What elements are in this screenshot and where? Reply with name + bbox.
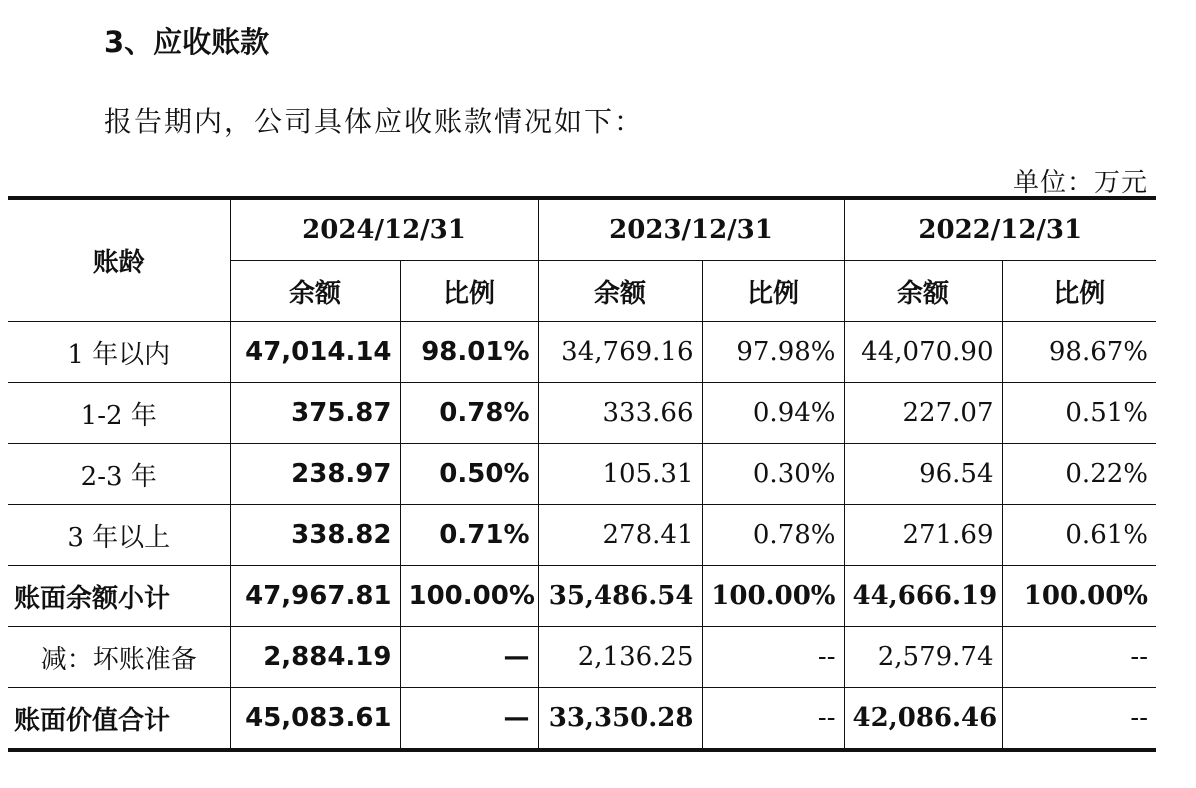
- cell-2022-balance: 96.54: [844, 444, 1002, 505]
- cell-2023-balance: 333.66: [538, 383, 702, 444]
- row-label: 3 年以上: [8, 505, 230, 566]
- year-header-2024: 2024/12/31: [230, 198, 538, 261]
- cell-2022-ratio: 0.22%: [1002, 444, 1156, 505]
- cell-2024-ratio: 98.01%: [400, 322, 538, 383]
- cell-2024-balance: 47,014.14: [230, 322, 400, 383]
- header-row-years: [8, 198, 1156, 261]
- cell-2022-ratio: 100.00%: [1002, 566, 1156, 627]
- row-label: 1 年以内: [8, 322, 230, 383]
- cell-2023-balance: 34,769.16: [538, 322, 702, 383]
- cell-2024-balance: 375.87: [230, 383, 400, 444]
- cell-2023-balance: 2,136.25: [538, 627, 702, 688]
- cell-2023-ratio: 0.78%: [702, 505, 844, 566]
- cell-2023-balance: 105.31: [538, 444, 702, 505]
- cell-2024-balance: 338.82: [230, 505, 400, 566]
- intro-text: 报告期内，公司具体应收账款情况如下：: [104, 105, 645, 138]
- sub-header-ratio: 比例: [702, 261, 844, 322]
- receivables-table: [8, 196, 1156, 752]
- subtotal-row: [8, 566, 1156, 627]
- total-row: [8, 688, 1156, 751]
- cell-2023-ratio: --: [702, 627, 844, 688]
- sub-header-balance: 余额: [538, 261, 702, 322]
- cell-2023-ratio: 0.30%: [702, 444, 844, 505]
- cell-2022-ratio: 98.67%: [1002, 322, 1156, 383]
- sub-header-balance: 余额: [844, 261, 1002, 322]
- cell-2024-balance: 238.97: [230, 444, 400, 505]
- row-label: 减：坏账准备: [8, 627, 230, 688]
- cell-2023-balance: 35,486.54: [538, 566, 702, 627]
- table-row: [8, 322, 1156, 383]
- cell-2024-ratio: 0.78%: [400, 383, 538, 444]
- cell-2024-balance: 45,083.61: [230, 688, 400, 751]
- table-row: [8, 383, 1156, 444]
- row-label: 1-2 年: [8, 383, 230, 444]
- year-header-2022: 2022/12/31: [844, 198, 1156, 261]
- cell-2022-balance: 227.07: [844, 383, 1002, 444]
- section-heading: 3、应收账款: [104, 25, 270, 59]
- cell-2024-ratio: —: [400, 688, 538, 751]
- cell-2024-ratio: —: [400, 627, 538, 688]
- cell-2022-ratio: --: [1002, 627, 1156, 688]
- cell-2023-ratio: 0.94%: [702, 383, 844, 444]
- cell-2024-balance: 47,967.81: [230, 566, 400, 627]
- cell-2023-ratio: 100.00%: [702, 566, 844, 627]
- cell-2024-ratio: 100.00%: [400, 566, 538, 627]
- cell-2022-balance: 42,086.46: [844, 688, 1002, 751]
- cell-2023-ratio: --: [702, 688, 844, 751]
- cell-2022-balance: 271.69: [844, 505, 1002, 566]
- cell-2022-ratio: 0.51%: [1002, 383, 1156, 444]
- row-label: 账面余额小计: [8, 566, 230, 627]
- row-label: 2-3 年: [8, 444, 230, 505]
- cell-2022-ratio: 0.61%: [1002, 505, 1156, 566]
- sub-header-balance: 余额: [230, 261, 400, 322]
- cell-2024-ratio: 0.71%: [400, 505, 538, 566]
- table-row: [8, 444, 1156, 505]
- row-label: 账面价值合计: [8, 688, 230, 751]
- cell-2023-ratio: 97.98%: [702, 322, 844, 383]
- cell-2022-balance: 44,070.90: [844, 322, 1002, 383]
- cell-2024-balance: 2,884.19: [230, 627, 400, 688]
- sub-header-ratio: 比例: [400, 261, 538, 322]
- cell-2022-balance: 44,666.19: [844, 566, 1002, 627]
- table-row: [8, 627, 1156, 688]
- cell-2024-ratio: 0.50%: [400, 444, 538, 505]
- unit-label: 单位：万元: [1012, 168, 1148, 198]
- cell-2023-balance: 278.41: [538, 505, 702, 566]
- cell-2022-balance: 2,579.74: [844, 627, 1002, 688]
- year-header-2023: 2023/12/31: [538, 198, 844, 261]
- sub-header-ratio: 比例: [1002, 261, 1156, 322]
- aging-header: 账龄: [8, 198, 230, 322]
- cell-2022-ratio: --: [1002, 688, 1156, 751]
- table-row: [8, 505, 1156, 566]
- cell-2023-balance: 33,350.28: [538, 688, 702, 751]
